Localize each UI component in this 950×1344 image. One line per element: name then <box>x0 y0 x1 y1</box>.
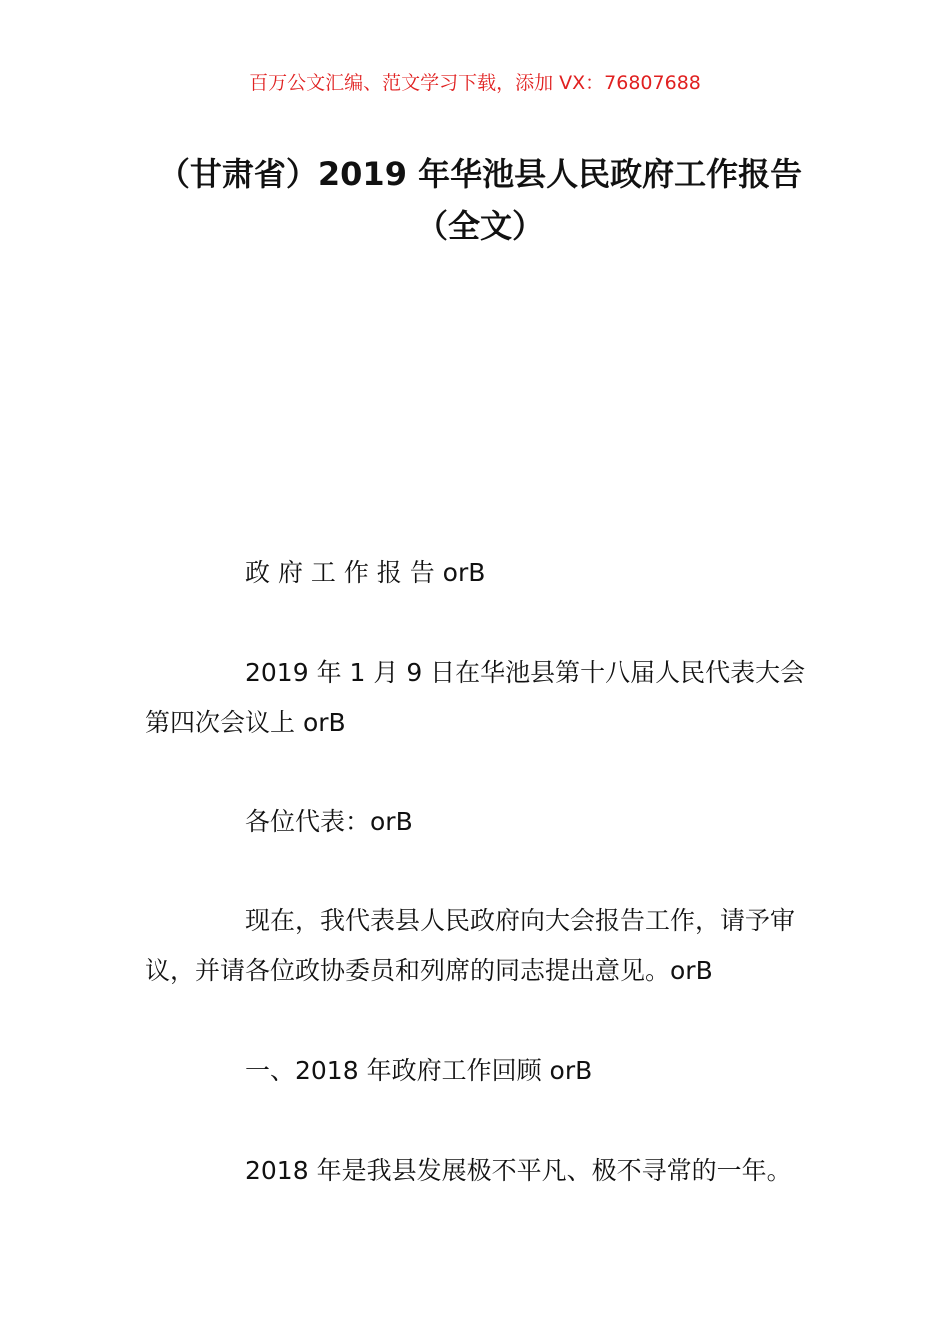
document-title: （甘肃省）2019 年华池县人民政府工作报告（全文） <box>157 155 803 245</box>
paragraph-section-heading: 一、2018 年政府工作回顾 orB <box>245 1056 593 1085</box>
paragraph-report-heading: 政 府 工 作 报 告 orB <box>245 558 486 587</box>
paragraph-salutation: 各位代表：orB <box>245 807 413 836</box>
paragraph-intro: 现在，我代表县人民政府向大会报告工作，请予审议，并请各位政协委员和列席的同志提出意见。orB <box>145 906 796 985</box>
paragraph-body-start: 2018 年是我县发展极不平凡、极不寻常的一年。 <box>245 1156 792 1185</box>
header-notice: 百万公文汇编、范文学习下载，添加 VX：76807688 <box>249 72 701 94</box>
paragraph-meeting-info: 2019 年 1 月 9 日在华池县第十八届人民代表大会第四次会议上 orB <box>145 658 806 737</box>
